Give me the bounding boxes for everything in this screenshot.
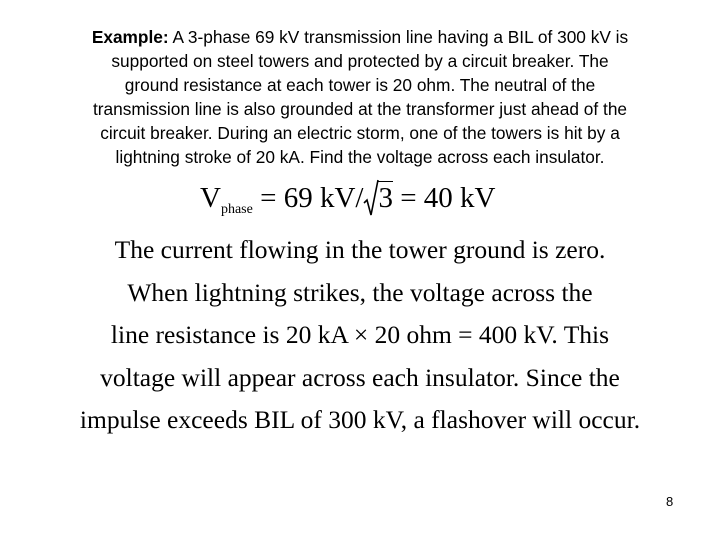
problem-line: ground resistance at each tower is 20 ohm. The neutral of the [124,75,596,95]
radical-sign-icon [363,179,379,219]
problem-line: A 3-phase 69 kV transmission line having a BIL of 300 kV is [172,27,629,47]
problem-statement [30,25,690,169]
problem-line: transmission line is also grounded at the transformer just ahead of the [92,99,628,119]
solution-text [20,229,700,442]
solution-line: The current flowing in the tower ground is zero. [114,235,606,264]
formula-rhs: = 40 kV [392,182,496,214]
formula-symbol: V [200,182,221,214]
solution-line: line resistance is 20 kA × 20 ohm = 400 kV. This [110,320,610,349]
solution-line: voltage will appear across each insulator. Since the [100,362,620,392]
formula-subscript: phase [220,202,253,217]
solution-line: impulse exceeds BIL of 300 kV, a flashover will occur. [79,405,641,434]
formula-lhs: = 69 kV/ [252,182,364,214]
problem-line: supported on steel towers and protected by a circuit breaker. The [111,51,609,71]
phase-voltage-formula [200,182,520,224]
problem-line: lightning stroke of 20 kA. Find the voltage across each insulator. [115,147,605,167]
solution-line: When lightning strikes, the voltage across the [127,277,593,307]
problem-line: circuit breaker. During an electric storm, one of the towers is hit by a [100,123,620,143]
example-label: Example: [91,27,169,47]
page-number: 8 [666,494,674,509]
radicand: 3 [378,182,393,214]
square-root [363,182,393,215]
